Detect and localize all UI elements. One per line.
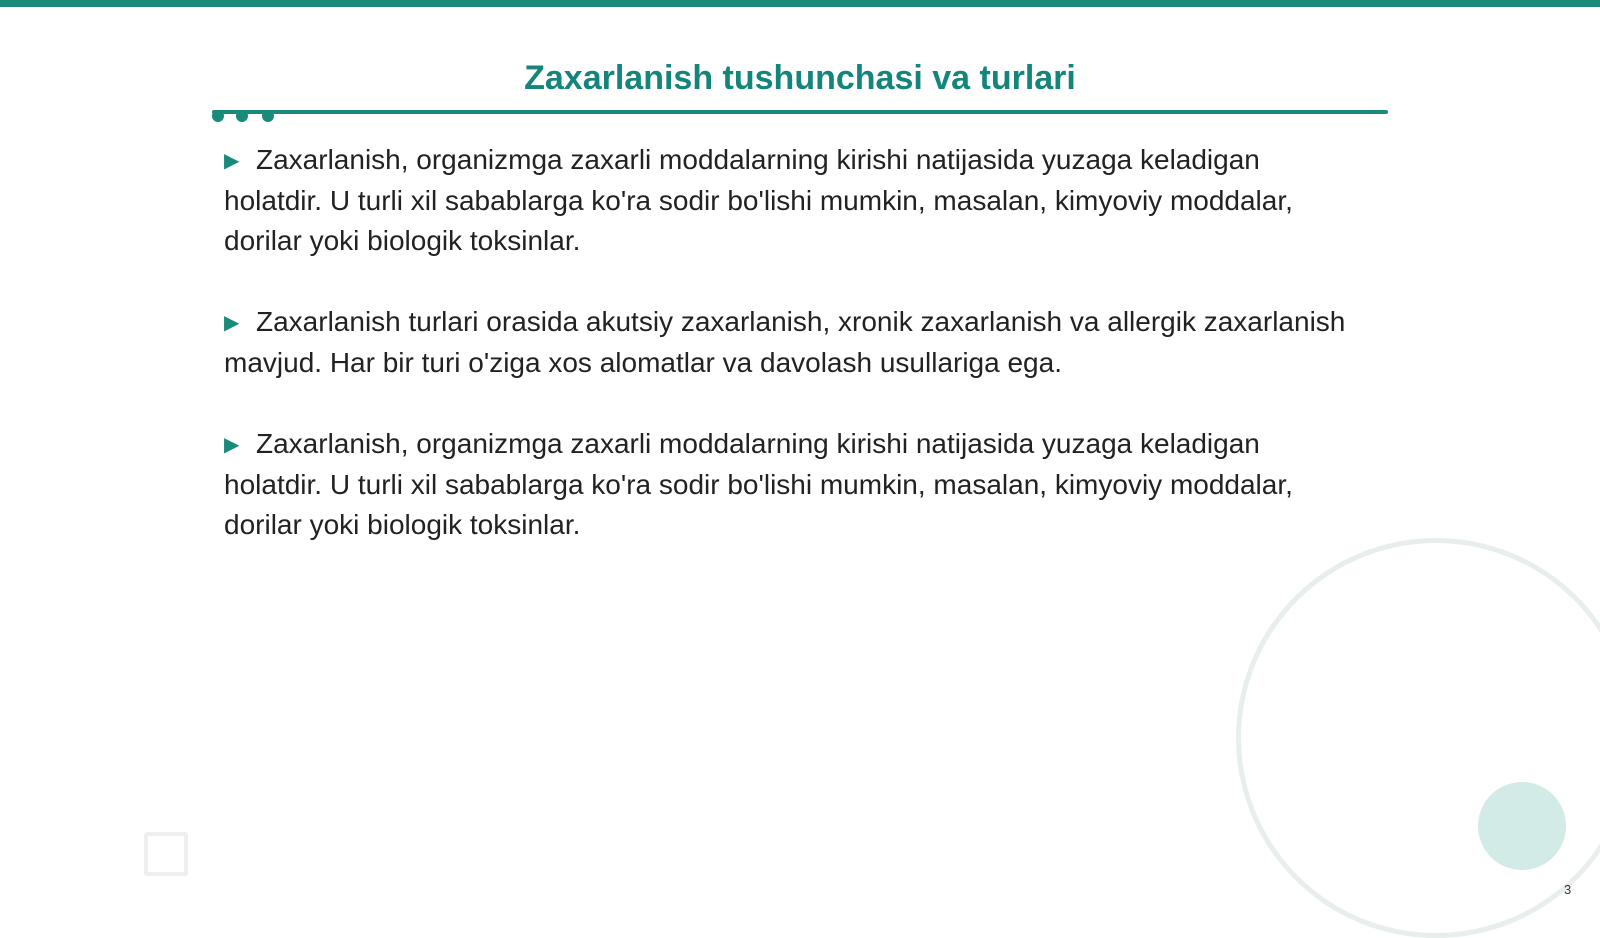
bullet-list — [224, 140, 1354, 586]
triangle-right-icon: ▶ — [224, 312, 240, 334]
underline-dot — [262, 110, 274, 122]
bullet-item — [224, 302, 1354, 383]
bullet-text: Zaxarlanish, organizmga zaxarli moddalarning kirishi natijasida yuzaga keladigan holatdir. U turli xil sabablarga ko'ra sodir bo'lishi mumkin, masalan, kimyoviy moddalar, dorilar yoki biologik toksinlar. — [224, 428, 1293, 540]
underline-dot — [212, 110, 224, 122]
triangle-right-icon: ▶ — [224, 434, 240, 456]
bullet-item — [224, 424, 1354, 545]
underline-dot — [236, 110, 248, 122]
bullet-text: Zaxarlanish turlari orasida akutsiy zaxarlanish, xronik zaxarlanish va allergik zaxarlanish mavjud. Har bir turi o'ziga xos alomatlar va davolash usullariga ega. — [224, 306, 1346, 378]
title-underline — [212, 110, 1388, 114]
triangle-right-icon: ▶ — [224, 150, 240, 172]
bullet-text: Zaxarlanish, organizmga zaxarli moddalarning kirishi natijasida yuzaga keladigan holatdir. U turli xil sabablarga ko'ra sodir bo'lishi mumkin, masalan, kimyoviy moddalar, dorilar yoki biologik toksinlar. — [224, 144, 1293, 256]
slide-title: Zaxarlanish tushunchasi va turlari — [524, 59, 1076, 97]
page-number: 3 — [1564, 882, 1572, 897]
decorative-square — [144, 832, 188, 876]
decorative-circle — [1478, 782, 1566, 870]
top-accent-bar — [0, 0, 1600, 7]
title-underline-dots — [212, 110, 282, 124]
decorative-ring — [1236, 538, 1600, 938]
bullet-item — [224, 140, 1354, 261]
